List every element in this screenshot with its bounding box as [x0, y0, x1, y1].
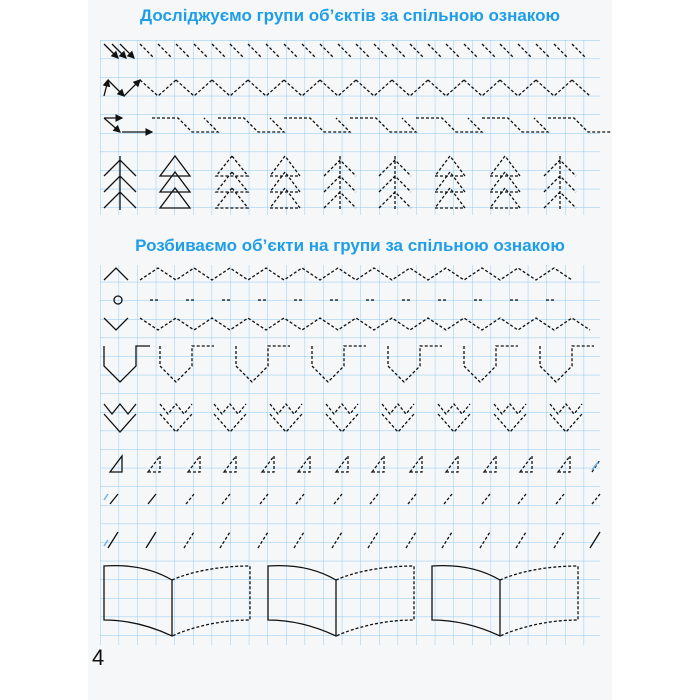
section-2-title: Розбиваємо об’єкти на групи за спільною ознакою — [135, 236, 565, 255]
section-1-title: Досліджуємо групи об’єктів за спільною ознакою — [140, 6, 560, 25]
page-number: 4 — [92, 645, 105, 670]
